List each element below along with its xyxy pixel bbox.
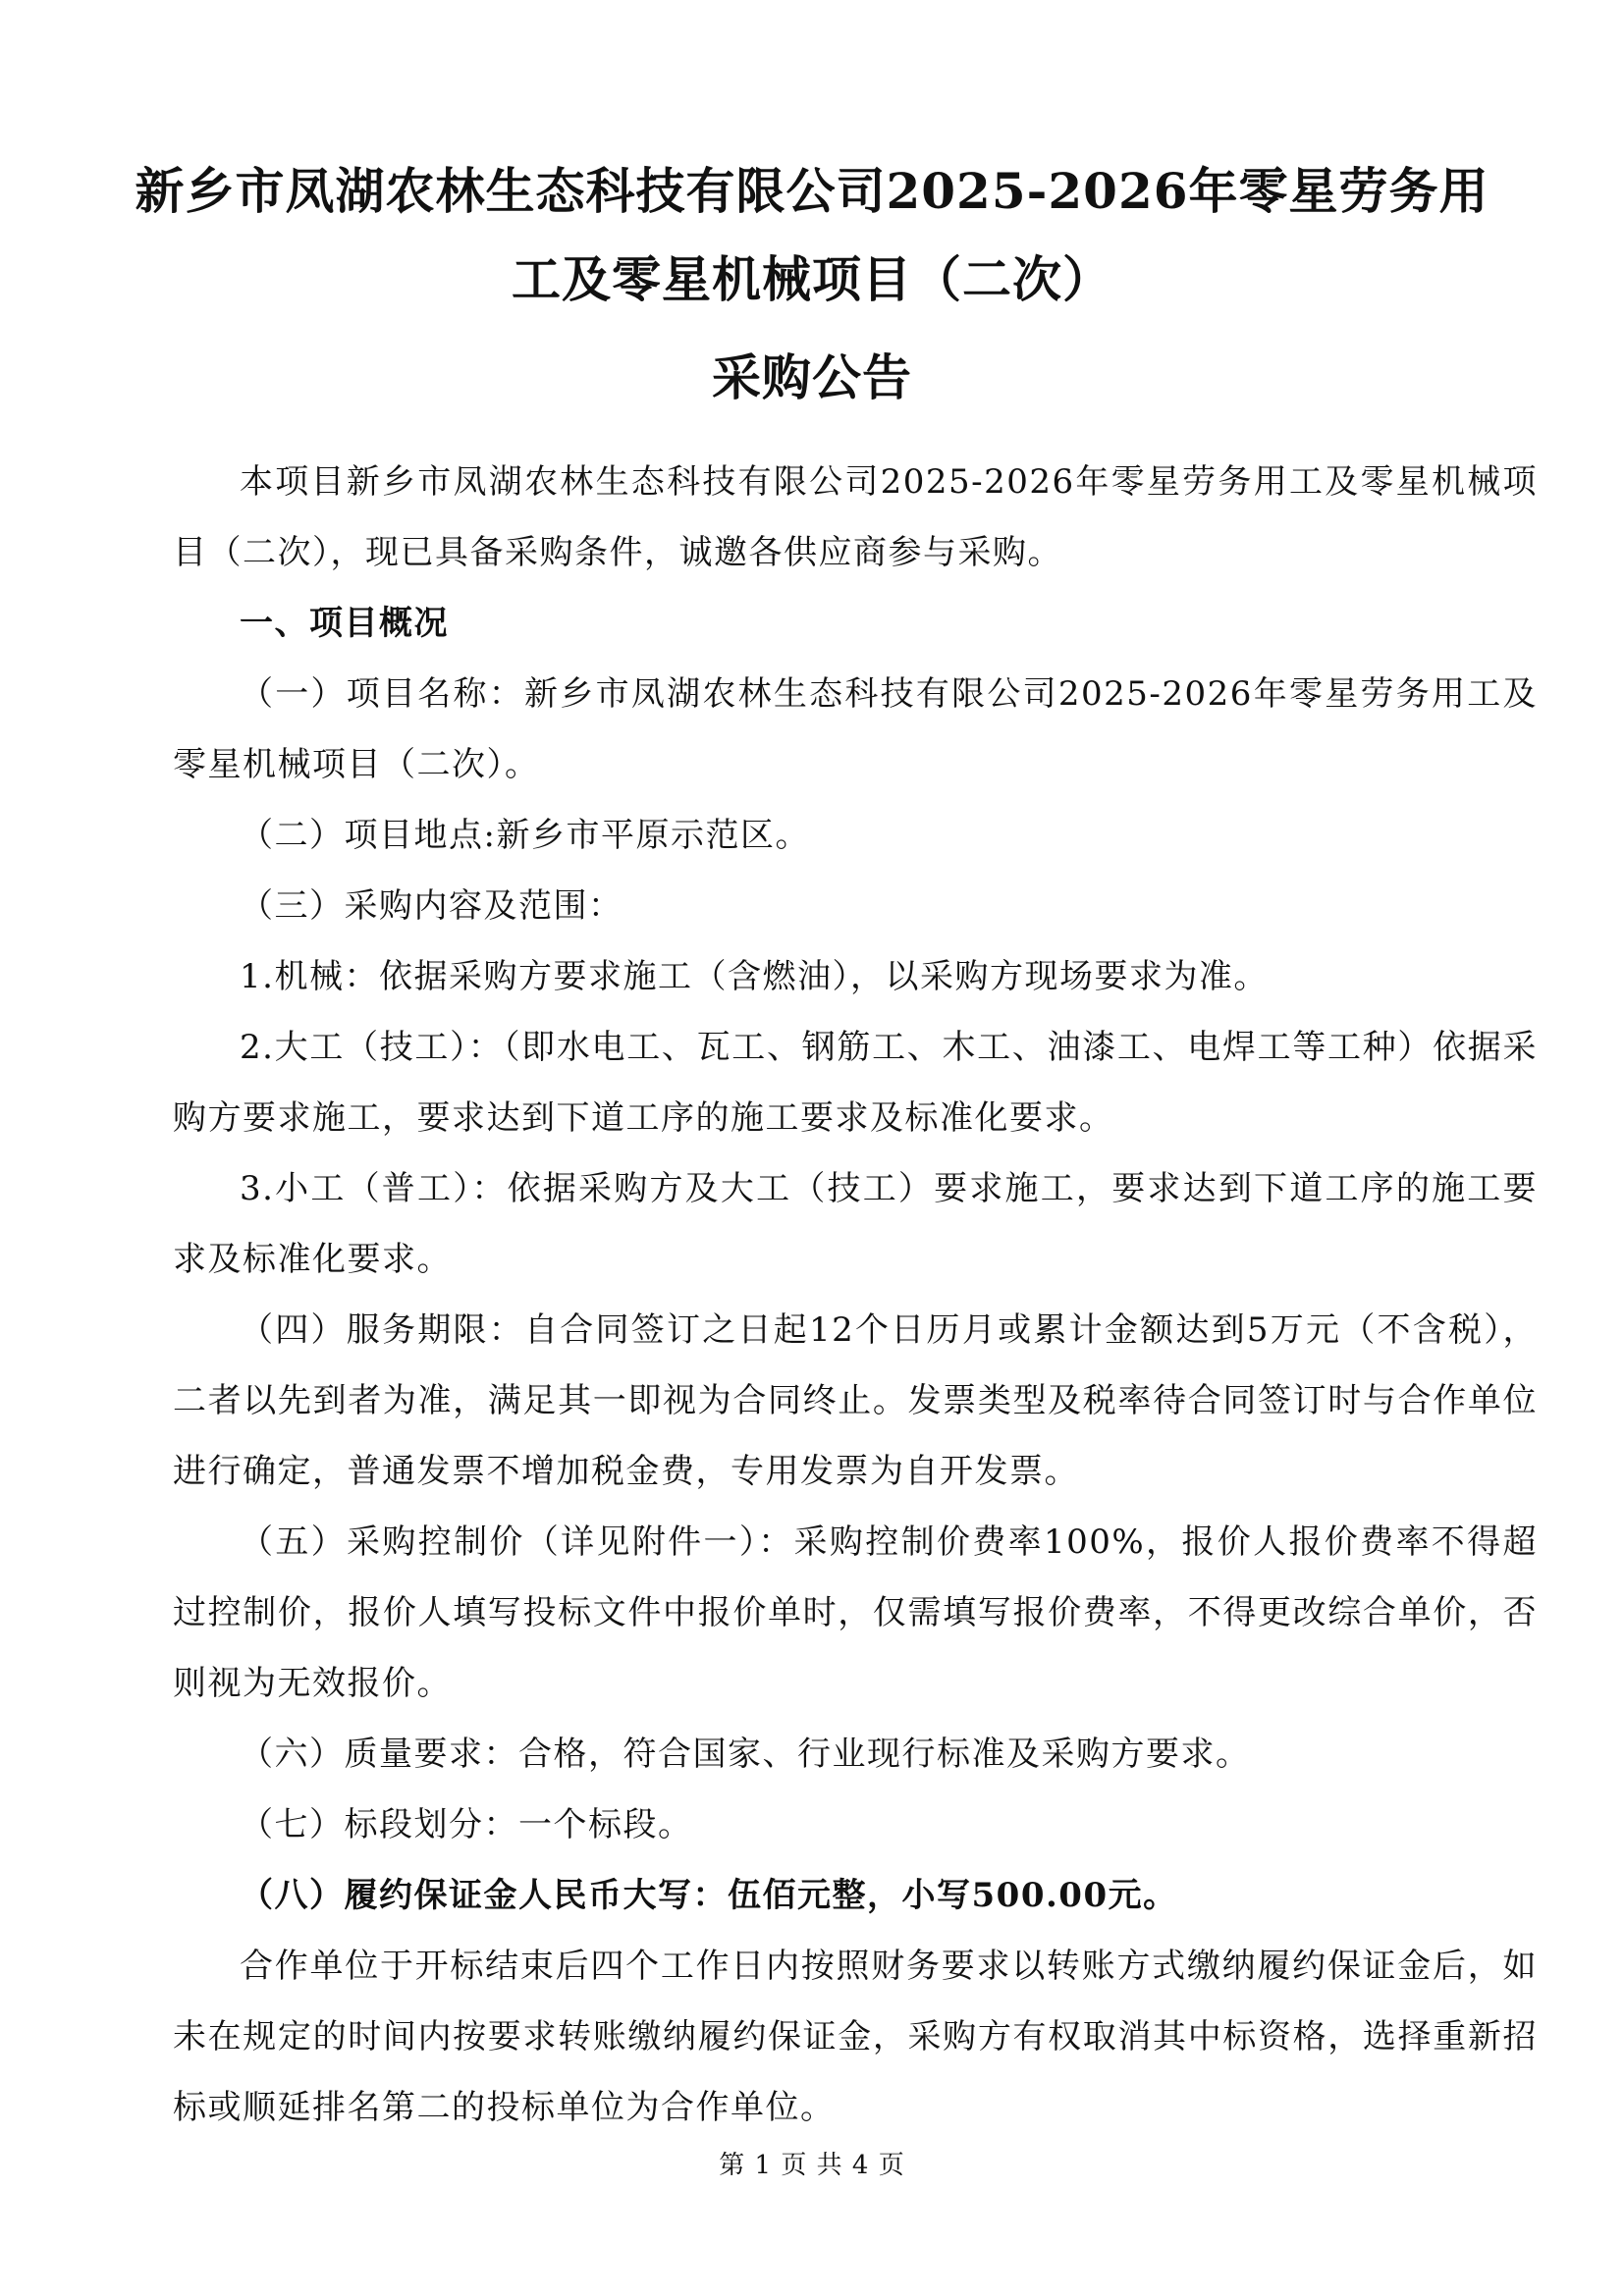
document-title-line-2: 工及零星机械项目（二次）	[512, 250, 1112, 308]
item-service-period: （四）服务期限：自合同签订之日起12个日历月或累计金额达到5万元（不含税），二者以先到者为准，满足其一即视为合同终止。发票类型及税率待合同签订时与合作单位进行确定，普通发票不增加税金费，专用发票为自开发票。	[173, 1310, 1538, 1491]
item-lot-division: （七）标段划分：一个标段。	[240, 1805, 693, 1844]
item-project-location: （二）项目地点:新乡市平原示范区。	[240, 816, 810, 855]
document-body	[173, 447, 1538, 2143]
document-title-announcement: 采购公告	[712, 348, 912, 406]
bond-payment-paragraph: 合作单位于开标结束后四个工作日内按照财务要求以转账方式缴纳履约保证金后，如未在规定的时间内按要求转账缴纳履约保证金，采购方有权取消其中标资格，选择重新招标或顺延排名第二的投标单位为合作单位。	[173, 1947, 1538, 2127]
item-quality-requirement: （六）质量要求：合格，符合国家、行业现行标准及采购方要求。	[240, 1735, 1251, 1774]
section-heading-overview: 一、项目概况	[240, 604, 449, 643]
scope-item-general-labor: 3.小工（普工）：依据采购方及大工（技工）要求施工，要求达到下道工序的施工要求及标准化要求。	[173, 1169, 1538, 1279]
page-number: 第 1 页 共 4 页	[719, 2151, 905, 2180]
item-scope-heading: （三）采购内容及范围：	[240, 886, 623, 926]
item-performance-bond: （八）履约保证金人民币大写：伍佰元整，小写500.00元。	[240, 1876, 1178, 1915]
scope-item-machinery: 1.机械：依据采购方要求施工（含燃油），以采购方现场要求为准。	[240, 957, 1269, 996]
document-title-line-1: 新乡市凤湖农林生态科技有限公司2025-2026年零星劳务用	[135, 162, 1489, 220]
intro-paragraph: 本项目新乡市凤湖农林生态科技有限公司2025-2026年零星劳务用工及零星机械项目（二次），现已具备采购条件，诚邀各供应商参与采购。	[173, 462, 1538, 572]
item-control-price: （五）采购控制价（详见附件一）：采购控制价费率100%，报价人报价费率不得超过控制价，报价人填写投标文件中报价单时，仅需填写报价费率，不得更改综合单价，否则视为无效报价。	[173, 1522, 1538, 1703]
scope-item-skilled-labor: 2.大工（技工）：（即水电工、瓦工、钢筋工、木工、油漆工、电焊工等工种）依据采购方要求施工，要求达到下道工序的施工要求及标准化要求。	[173, 1028, 1538, 1138]
item-project-name: （一）项目名称：新乡市凤湖农林生态科技有限公司2025-2026年零星劳务用工及零星机械项目（二次）。	[173, 674, 1538, 784]
